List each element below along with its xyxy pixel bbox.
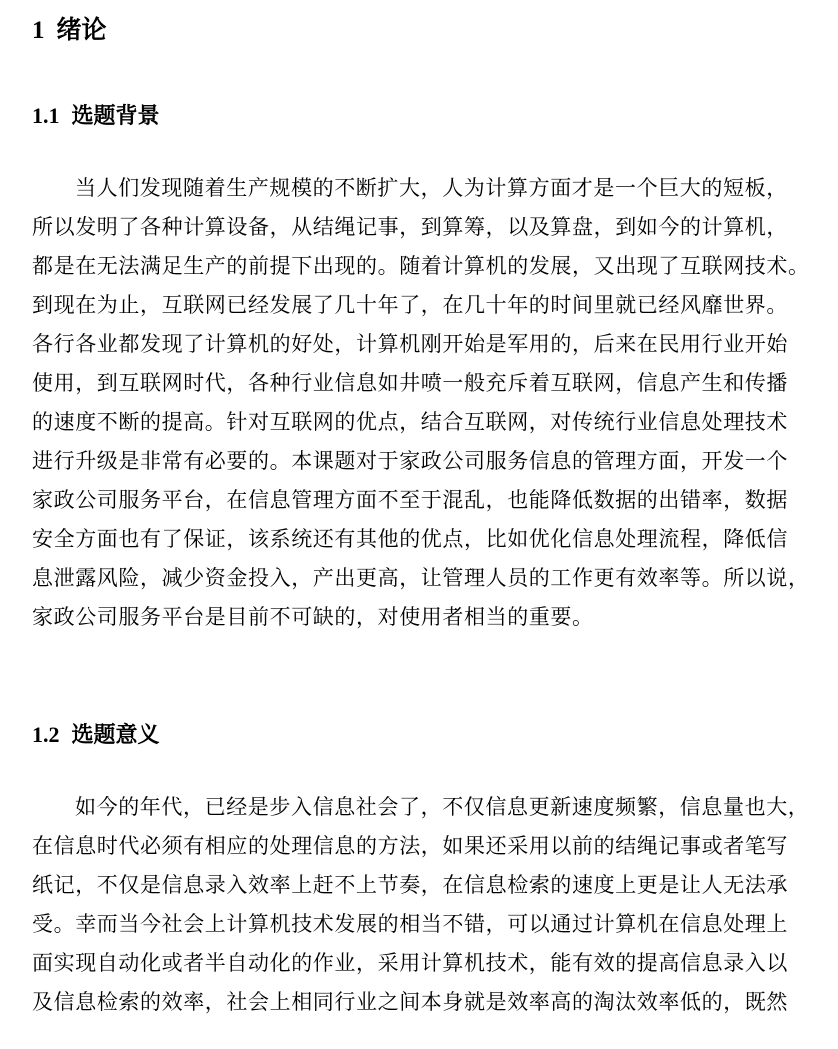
text-line: 家政公司服务平台，在信息管理方面不至于混乱，也能降低数据的出错率，数据 <box>32 488 788 512</box>
text-line: 安全方面也有了保证，该系统还有其他的优点，比如优化信息处理流程，降低信 <box>32 527 788 551</box>
paragraph-significance <box>32 788 810 1022</box>
chapter-heading <box>32 10 107 51</box>
text-line: 在信息时代必须有相应的处理信息的方法，如果还采用以前的结绳记事或者笔写 <box>32 834 788 858</box>
section-title: 选题背景 <box>71 104 160 129</box>
text-line: 息泄露风险，减少资金投入，产出更高，让管理人员的工作更有效率等。所以说， <box>32 566 810 590</box>
text-line: 家政公司服务平台是目前不可缺的，对使用者相当的重要。 <box>32 605 594 629</box>
text-line: 各行各业都发现了计算机的好处，计算机刚开始是军用的，后来在民用行业开始 <box>32 332 788 356</box>
chapter-number: 1 <box>32 17 45 44</box>
text-line: 到现在为止，互联网已经发展了几十年了，在几十年的时间里就已经风靡世界。 <box>32 293 788 317</box>
section-number: 1.2 <box>32 722 60 747</box>
text-line: 受。幸而当今社会上计算机技术发展的相当不错，可以通过计算机在信息处理上 <box>32 912 788 936</box>
text-line: 面实现自动化或者半自动化的作业，采用计算机技术，能有效的提高信息录入以 <box>32 951 788 975</box>
section-title: 选题意义 <box>71 723 160 748</box>
text-line: 当人们发现随着生产规模的不断扩大，人为计算方面才是一个巨大的短板， <box>75 176 788 200</box>
text-line: 纸记，不仅是信息录入效率上赶不上节奏，在信息检索的速度上更是让人无法承 <box>32 873 788 897</box>
text-line: 都是在无法满足生产的前提下出现的。随着计算机的发展，又出现了互联网技术。 <box>32 254 810 278</box>
section-number: 1.1 <box>32 103 60 128</box>
paragraph-background <box>32 169 810 637</box>
text-line: 及信息检索的效率，社会上相同行业之间本身就是效率高的淘汰效率低的，既然 <box>32 990 788 1014</box>
text-line: 所以发明了各种计算设备，从结绳记事，到算筹，以及算盘，到如今的计算机， <box>32 215 788 239</box>
text-line: 使用，到互联网时代，各种行业信息如井喷一般充斥着互联网，信息产生和传播 <box>32 371 788 395</box>
chapter-title: 绪论 <box>56 15 107 44</box>
section-heading-background <box>32 98 160 135</box>
section-heading-significance <box>32 717 160 754</box>
text-line: 进行升级是非常有必要的。本课题对于家政公司服务信息的管理方面，开发一个 <box>32 449 788 473</box>
text-line: 如今的年代，已经是步入信息社会了，不仅信息更新速度频繁，信息量也大， <box>75 795 810 819</box>
text-line: 的速度不断的提高。针对互联网的优点，结合互联网，对传统行业信息处理技术 <box>32 410 788 434</box>
